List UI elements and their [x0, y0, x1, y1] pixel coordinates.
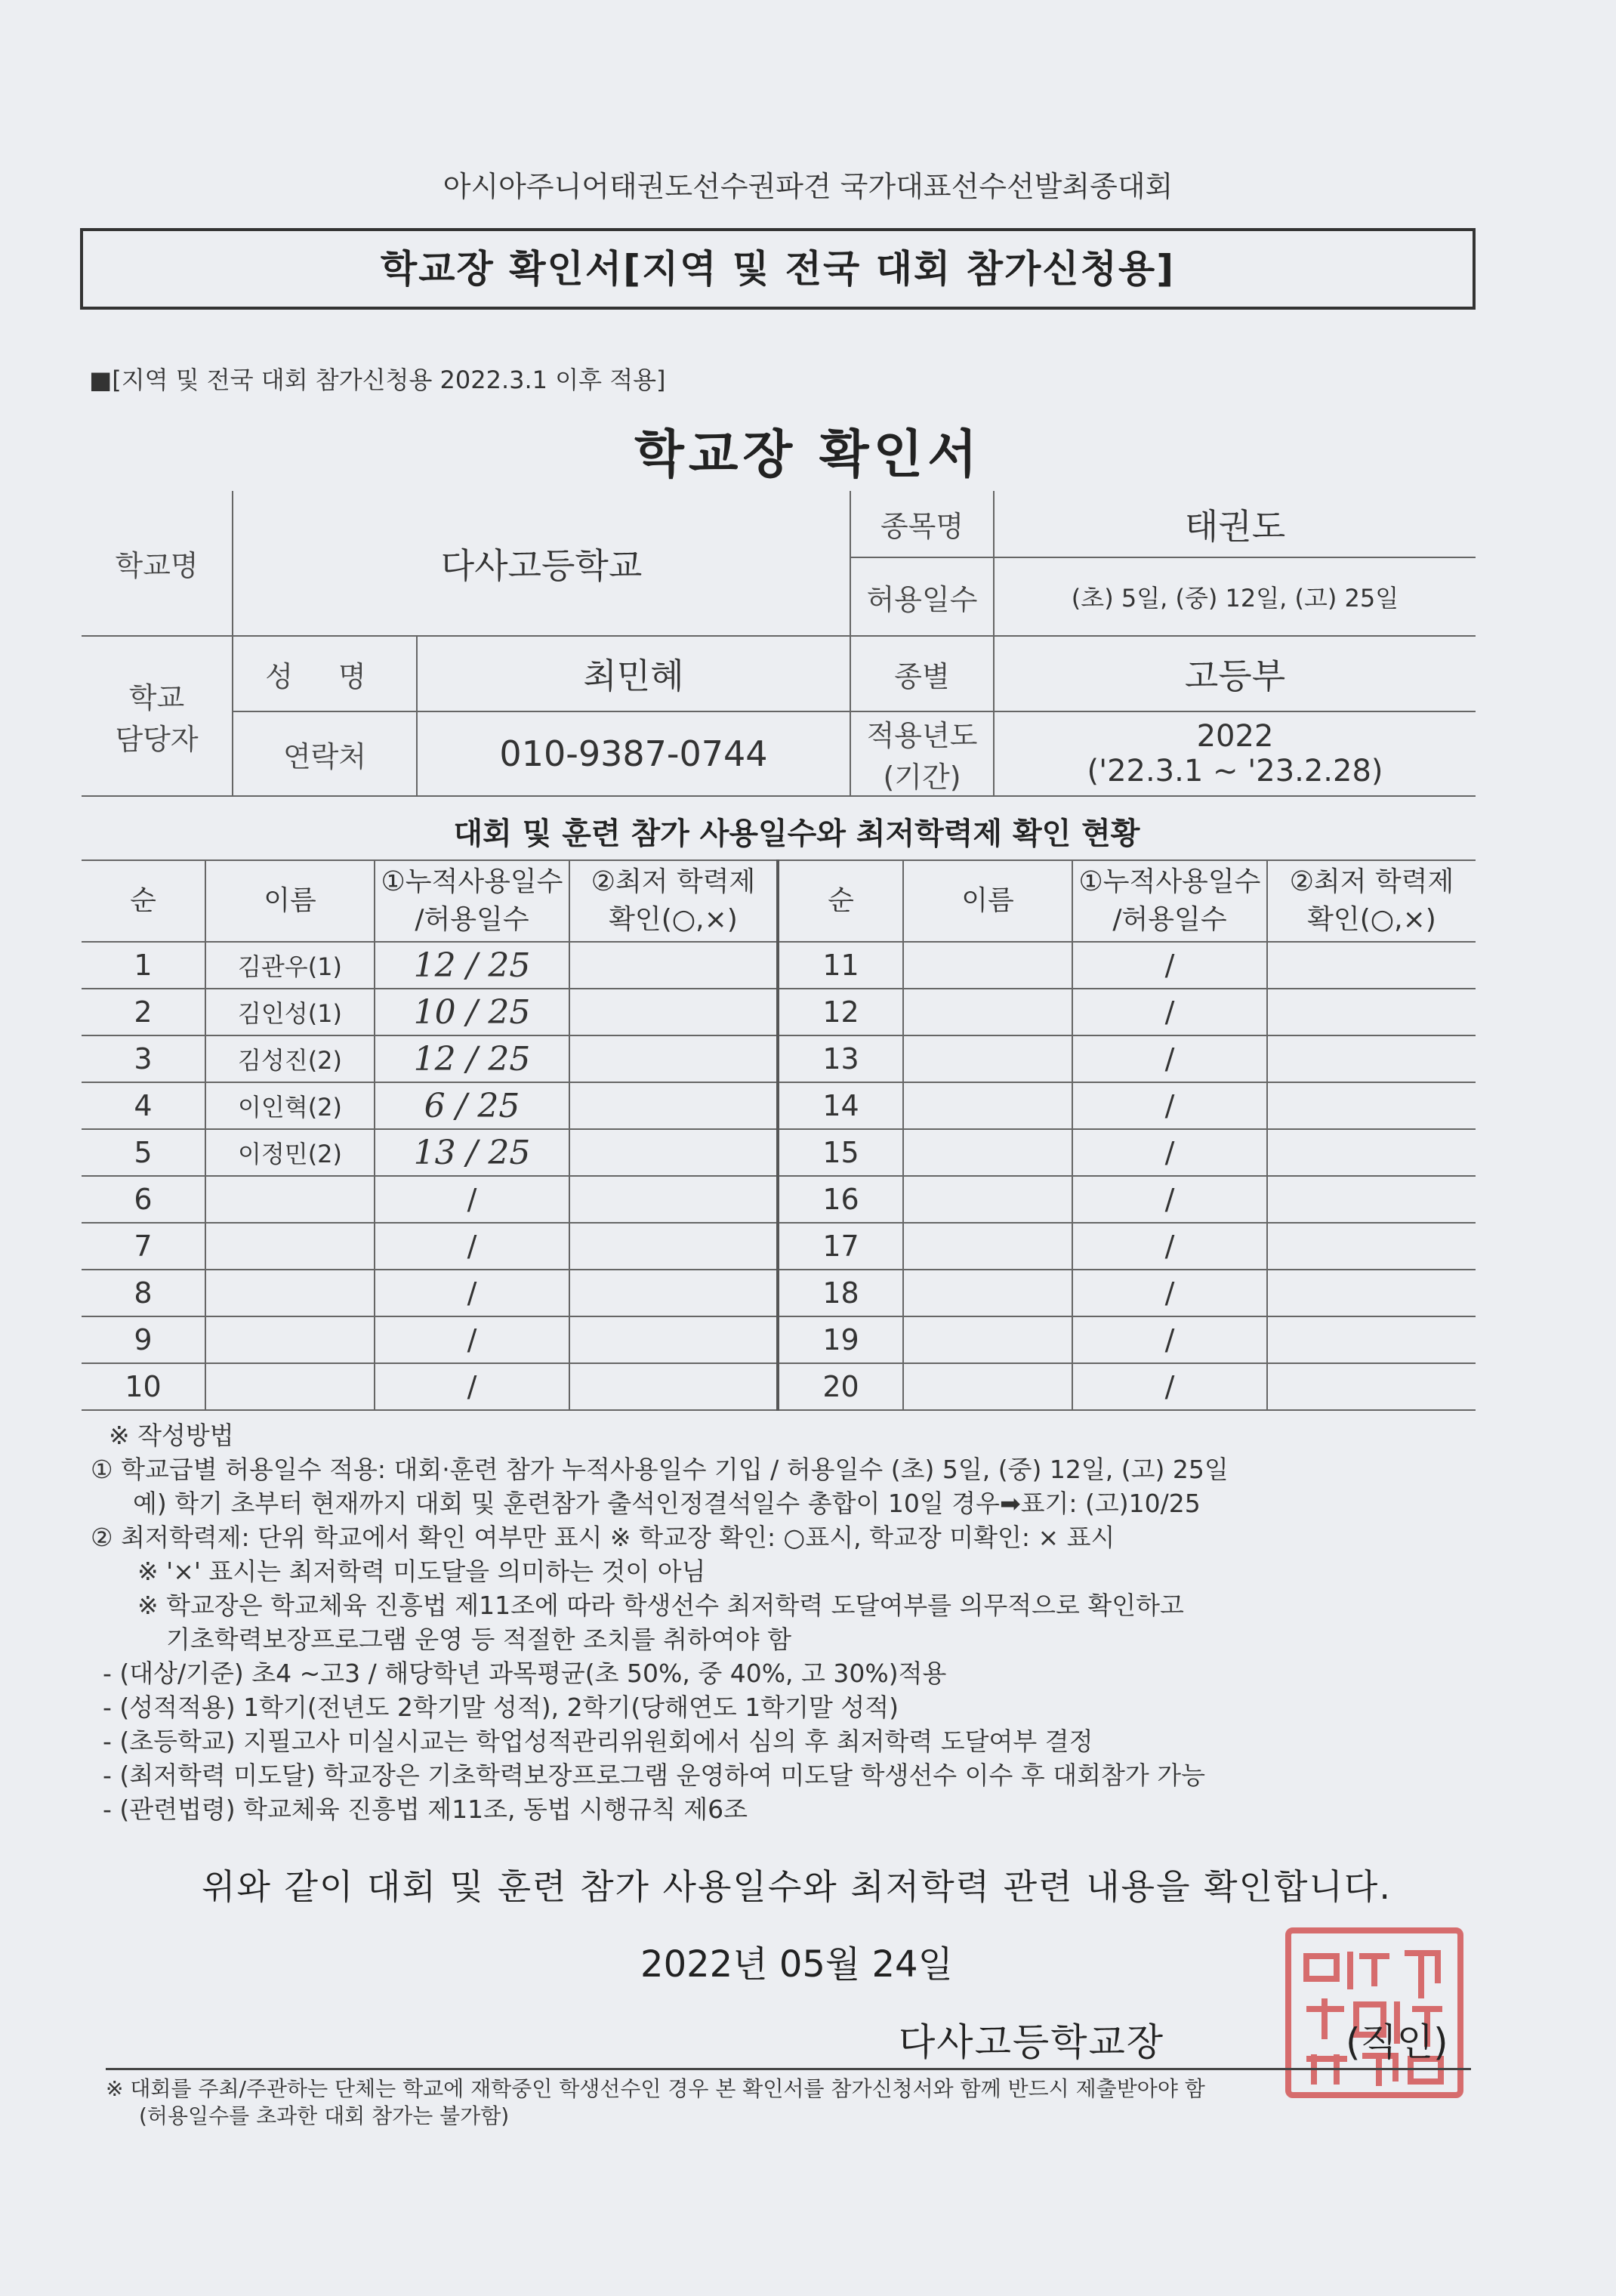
row-no: 17: [778, 1223, 903, 1270]
days-used: /: [375, 1223, 569, 1270]
instructions-heading: ※ 작성방법: [109, 1421, 234, 1450]
min-academic-check: [569, 1082, 778, 1129]
row-no: 3: [82, 1035, 205, 1082]
athlete-name: [903, 1082, 1072, 1129]
days-used: /: [375, 1176, 569, 1223]
days-used: 6 / 25: [375, 1082, 569, 1129]
phone-value: 010-9387-0744: [417, 711, 850, 796]
year-period: ('22.3.1 ~ '23.2.28): [1087, 754, 1383, 788]
min-academic-check: [569, 1035, 778, 1082]
footer-line: ※ 대회를 주최/주관하는 단체는 학교에 재학중인 학생선수인 경우 본 확인서를 참가신청서와 함께 반드시 제출받아야 함: [106, 2076, 1205, 2101]
row-no: 12: [778, 989, 903, 1035]
header-min-line2: 확인(○,×): [609, 904, 738, 935]
instruction-line: ※ '×' 표시는 최저학력 미도달을 의미하는 것이 아님: [137, 1557, 706, 1586]
year-label: [850, 711, 994, 796]
min-academic-check: [1267, 1129, 1476, 1176]
min-academic-check: [569, 942, 778, 989]
min-academic-check: [1267, 1316, 1476, 1363]
table-row: [82, 989, 1476, 1035]
row-no: 4: [82, 1082, 205, 1129]
athlete-name: [205, 1270, 375, 1316]
row-no: 13: [778, 1035, 903, 1082]
min-academic-check: [569, 1129, 778, 1176]
issue-date: 2022년 05월 24일: [640, 1943, 953, 1986]
instruction-line: - (대상/기준) 초4 ~고3 / 해당학년 과목평균(초 50%, 중 40%, 고 30%)적용: [103, 1659, 947, 1688]
header-min-line2: 확인(○,×): [1307, 904, 1436, 935]
table-row: [82, 942, 1476, 989]
athlete-name: 김인성(1): [205, 989, 375, 1035]
header-min-line1: ②최저 학력제: [591, 866, 756, 897]
athlete-name: [903, 1223, 1072, 1270]
contact-group-label-line2: 담당자: [115, 723, 199, 756]
row-no: 1: [82, 942, 205, 989]
header-days-line1: ①누적사용일수: [381, 866, 563, 897]
days-used: /: [1072, 1270, 1267, 1316]
header-days: [375, 860, 569, 942]
min-academic-check: [1267, 1082, 1476, 1129]
athlete-name: [903, 1176, 1072, 1223]
contact-name-label: 성 명: [233, 636, 417, 711]
athlete-name: [903, 989, 1072, 1035]
days-used: /: [1072, 1223, 1267, 1270]
header-min-line1: ②최저 학력제: [1289, 866, 1454, 897]
days-used: 12 / 25: [375, 942, 569, 989]
days-used: 12 / 25: [375, 1035, 569, 1082]
min-academic-check: [1267, 1035, 1476, 1082]
table-row: [82, 1035, 1476, 1082]
row-no: 20: [778, 1363, 903, 1410]
athlete-name: [205, 1176, 375, 1223]
min-academic-check: [1267, 942, 1476, 989]
table-row: [82, 1316, 1476, 1363]
allowed-days-label: 허용일수: [850, 557, 994, 636]
header-name: 이름: [903, 860, 1072, 942]
header-days: [1072, 860, 1267, 942]
athlete-name: [205, 1316, 375, 1363]
instruction-line: 예) 학기 초부터 현재까지 대회 및 훈련참가 출석인정결석일수 총합이 10일 경우➡표기: (고)10/25: [133, 1489, 1201, 1518]
days-used: /: [375, 1270, 569, 1316]
year-number: 2022: [1196, 719, 1274, 754]
contact-group-label-line1: 학교: [128, 681, 185, 714]
header-name: 이름: [205, 860, 375, 942]
instruction-line: ① 학교급별 허용일수 적용: 대회·훈련 참가 누적사용일수 기입 / 허용일수 (초) 5일, (중) 12일, (고) 25일: [91, 1455, 1229, 1484]
athlete-name: [205, 1223, 375, 1270]
year-label-line1: 적용년도: [866, 719, 978, 752]
table-row: [82, 1223, 1476, 1270]
min-academic-check: [1267, 1176, 1476, 1223]
principal-name: 다사고등학교장: [899, 2020, 1165, 2064]
min-academic-check: [569, 989, 778, 1035]
header-days-line2: /허용일수: [415, 904, 529, 935]
row-no: 9: [82, 1316, 205, 1363]
days-used: 10 / 25: [375, 989, 569, 1035]
athlete-name: 이정민(2): [205, 1129, 375, 1176]
days-used: /: [1072, 1363, 1267, 1410]
days-used: 13 / 25: [375, 1129, 569, 1176]
instruction-line: - (최저학력 미도달) 학교장은 기초학력보장프로그램 운영하여 미도달 학생선수 이수 후 대회참가 가능: [103, 1761, 1206, 1790]
row-no: 18: [778, 1270, 903, 1316]
min-academic-check: [1267, 1363, 1476, 1410]
header-no: 순: [778, 860, 903, 942]
table-row: [82, 1129, 1476, 1176]
row-no: 5: [82, 1129, 205, 1176]
days-used: /: [375, 1316, 569, 1363]
header-no: 순: [82, 860, 205, 942]
form-title-box: 학교장 확인서[지역 및 전국 대회 참가신청용]: [80, 228, 1476, 310]
min-academic-check: [569, 1363, 778, 1410]
instruction-line: 기초학력보장프로그램 운영 등 적절한 조치를 취하여야 함: [166, 1625, 792, 1654]
instruction-line: - (성적적용) 1학기(전년도 2학기말 성적), 2학기(당해연도 1학기말 성적): [103, 1693, 899, 1722]
seal-label: (직인): [1346, 2020, 1448, 2064]
confirmation-statement: 위와 같이 대회 및 훈련 참가 사용일수와 최저학력 관련 내용을 확인합니다.: [202, 1866, 1392, 1907]
table-row: [82, 1363, 1476, 1410]
writing-instructions: [91, 1418, 1510, 1826]
row-no: 8: [82, 1270, 205, 1316]
min-academic-check: [569, 1223, 778, 1270]
instruction-line: ② 최저학력제: 단위 학교에서 확인 여부만 표시 ※ 학교장 확인: ○표시, 학교장 미확인: × 표시: [91, 1523, 1115, 1552]
sport-value: 태권도: [994, 491, 1476, 557]
footer-note: [106, 2075, 1503, 2130]
athlete-name: 김관우(1): [205, 942, 375, 989]
days-used: /: [1072, 942, 1267, 989]
athlete-name: [903, 1129, 1072, 1176]
school-info-table: [82, 491, 1476, 797]
category-label: 종별: [850, 636, 994, 711]
table-row: [82, 1176, 1476, 1223]
sport-label: 종목명: [850, 491, 994, 557]
footer-divider: [106, 2068, 1471, 2070]
instruction-line: - (초등학교) 지필고사 미실시교는 학업성적관리위원회에서 심의 후 최저학력 도달여부 결정: [103, 1727, 1093, 1756]
header-days-line2: /허용일수: [1112, 904, 1227, 935]
athlete-name: 김성진(2): [205, 1035, 375, 1082]
days-used: /: [1072, 1082, 1267, 1129]
table-row: [82, 1082, 1476, 1129]
school-name-value: 다사고등학교: [233, 491, 850, 636]
athlete-roster-table: [82, 859, 1476, 1411]
instruction-line: ※ 학교장은 학교체육 진흥법 제11조에 따라 학생선수 최저학력 도달여부를 의무적으로 확인하고: [137, 1591, 1184, 1620]
table-row: [82, 1270, 1476, 1316]
footer-line: (허용일수를 초과한 대회 참가는 불가함): [139, 2103, 510, 2128]
row-no: 6: [82, 1176, 205, 1223]
status-section-title: 대회 및 훈련 참가 사용일수와 최저학력제 확인 현황: [453, 816, 1140, 851]
row-no: 7: [82, 1223, 205, 1270]
days-used: /: [1072, 1035, 1267, 1082]
row-no: 16: [778, 1176, 903, 1223]
event-title: 아시아주니어태권도선수권파견 국가대표선수선발최종대회: [443, 170, 1173, 203]
days-used: /: [1072, 989, 1267, 1035]
header-days-line1: ①누적사용일수: [1078, 866, 1261, 897]
athlete-name: [903, 1035, 1072, 1082]
min-academic-check: [1267, 1223, 1476, 1270]
contact-group-label: [82, 636, 233, 796]
row-no: 15: [778, 1129, 903, 1176]
row-no: 10: [82, 1363, 205, 1410]
year-value: [994, 711, 1476, 796]
school-name-label: 학교명: [82, 491, 233, 636]
min-academic-check: [569, 1176, 778, 1223]
header-min-academic: [1267, 860, 1476, 942]
athlete-name: [903, 1270, 1072, 1316]
row-no: 2: [82, 989, 205, 1035]
row-no: 19: [778, 1316, 903, 1363]
year-label-line2: (기간): [883, 761, 961, 794]
min-academic-check: [1267, 1270, 1476, 1316]
min-academic-check: [569, 1316, 778, 1363]
contact-name-value: 최민혜: [417, 636, 850, 711]
athlete-name: [205, 1363, 375, 1410]
header-min-academic: [569, 860, 778, 942]
instruction-line: - (관련법령) 학교체육 진흥법 제11조, 동법 시행규칙 제6조: [103, 1795, 748, 1824]
days-used: /: [375, 1363, 569, 1410]
athlete-name: [903, 1363, 1072, 1410]
min-academic-check: [569, 1270, 778, 1316]
min-academic-check: [1267, 989, 1476, 1035]
applicability-notice: ■[지역 및 전국 대회 참가신청용 2022.3.1 이후 적용]: [89, 366, 666, 394]
row-no: 14: [778, 1082, 903, 1129]
days-used: /: [1072, 1129, 1267, 1176]
athlete-name: [903, 1316, 1072, 1363]
athlete-name: 이인혁(2): [205, 1082, 375, 1129]
days-used: /: [1072, 1176, 1267, 1223]
phone-label: 연락처: [233, 711, 417, 796]
category-value: 고등부: [994, 636, 1476, 711]
athlete-name: [903, 942, 1072, 989]
days-used: /: [1072, 1316, 1267, 1363]
allowed-days-value: (초) 5일, (중) 12일, (고) 25일: [994, 557, 1476, 636]
row-no: 11: [778, 942, 903, 989]
page-title: 학교장 확인서: [634, 425, 982, 485]
